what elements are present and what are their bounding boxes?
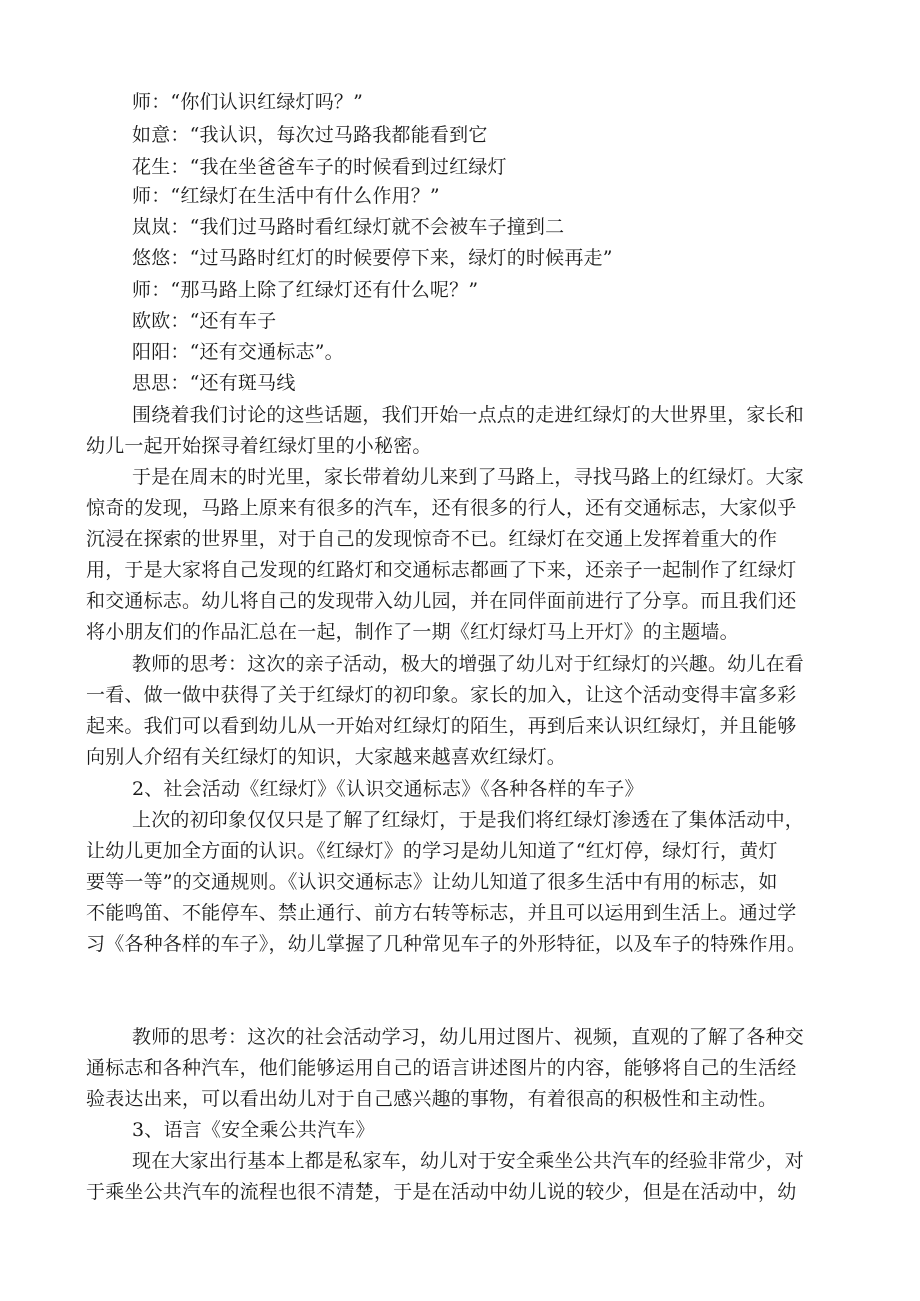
paragraph-line: 于乘坐公共汽车的流程也很不清楚，于是在活动中幼儿说的较少，但是在活动中，幼 <box>86 1181 797 1203</box>
paragraph-line: 要等一等”的交通规则。《认识交通标志》让幼儿知道了很多生活中有用的标志，如 <box>86 871 778 893</box>
dialogue-line: 师：“那马路上除了红绿灯还有什么呢？” <box>132 279 479 301</box>
dialogue-line: 思思：“还有斑马线 <box>132 372 296 394</box>
section-heading: 3、语言《安全乘公共汽车》 <box>132 1119 375 1141</box>
paragraph-line: 现在大家出行基本上都是私家车，幼儿对于安全乘坐公共汽车的经验非常少，对 <box>132 1150 805 1172</box>
paragraph-line: 一看、做一做中获得了关于红绿灯的初印象。家长的加入，让这个活动变得丰富多彩 <box>86 684 797 706</box>
dialogue-line: 悠悠：“过马路时红灯的时候要停下来，绿灯的时候再走” <box>132 247 613 269</box>
paragraph-line: 围绕着我们讨论的这些话题，我们开始一点点的走进红绿灯的大世界里，家长和 <box>132 404 805 426</box>
paragraph-line: 验表达出来，可以看出幼儿对于自己感兴趣的事物，有着很高的积极性和主动性。 <box>86 1088 778 1110</box>
paragraph-line: 幼儿一起开始探寻着红绿灯里的小秘密。 <box>86 435 432 457</box>
paragraph-line: 沉浸在探索的世界里，对于自己的发现惊奇不已。红绿灯在交通上发挥着重大的作 <box>86 528 778 550</box>
paragraph-line: 惊奇的发现，马路上原来有很多的汽车，还有很多的行人，还有交通标志，大家似乎 <box>86 497 797 519</box>
dialogue-line: 如意：“我认识，每次过马路我都能看到它 <box>132 124 488 146</box>
paragraph-line: 将小朋友们的作品汇总在一起，制作了一期《红灯绿灯马上开灯》的主题墙。 <box>86 621 739 643</box>
paragraph-line: 通标志和各种汽车，他们能够运用自己的语言讲述图片的内容，能够将自己的生活经 <box>86 1057 797 1079</box>
dialogue-line: 阳阳：“还有交通标志”。 <box>132 341 344 363</box>
paragraph-line: 于是在周末的时光里，家长带着幼儿来到了马路上，寻找马路上的红绿灯。大家 <box>132 466 805 488</box>
dialogue-line: 师：“你们认识红绿灯吗？” <box>132 91 364 113</box>
paragraph-line: 上次的初印象仅仅只是了解了红绿灯，于是我们将红绿灯渗透在了集体活动中， <box>132 809 805 831</box>
dialogue-line: 师：“红绿灯在生活中有什么作用？” <box>132 185 440 207</box>
dialogue-line: 岚岚：“我们过马路时看红绿灯就不会被车子撞到二 <box>132 216 565 238</box>
paragraph-line: 教师的思考：这次的社会活动学习，幼儿用过图片、视频，直观的了解了各种交 <box>132 1026 805 1048</box>
paragraph-line: 让幼儿更加全方面的认识。《红绿灯》的学习是幼儿知道了“红灯停，绿灯行，黄灯 <box>86 840 778 862</box>
dialogue-line: 花生：“我在坐爸爸车子的时候看到过红绿灯 <box>132 156 507 178</box>
paragraph-line: 起来。我们可以看到幼儿从一开始对红绿灯的陌生，再到后来认识红绿灯，并且能够 <box>86 715 797 737</box>
paragraph-line: 向别人介绍有关红绿灯的知识，大家越来越喜欢红绿灯。 <box>86 746 567 768</box>
paragraph-line: 习《各种各样的车子》，幼儿掌握了几种常见车子的外形特征，以及车子的特殊作用。 <box>86 933 807 955</box>
section-heading: 2、社会活动《红绿灯》《认识交通标志》《各种各样的车子》 <box>132 778 644 800</box>
paragraph-line: 用，于是大家将自己发现的红路灯和交通标志都画了下来，还亲子一起制作了红绿灯 <box>86 559 797 581</box>
dialogue-line: 欧欧：“还有车子 <box>132 310 277 332</box>
paragraph-line: 教师的思考：这次的亲子活动，极大的增强了幼儿对于红绿灯的兴趣。幼儿在看 <box>132 653 805 675</box>
paragraph-line: 和交通标志。幼儿将自己的发现带入幼儿园，并在同伴面前进行了分享。而且我们还 <box>86 590 797 612</box>
paragraph-line: 不能鸣笛、不能停车、禁止通行、前方右转等标志，并且可以运用到生活上。通过学 <box>86 902 797 924</box>
